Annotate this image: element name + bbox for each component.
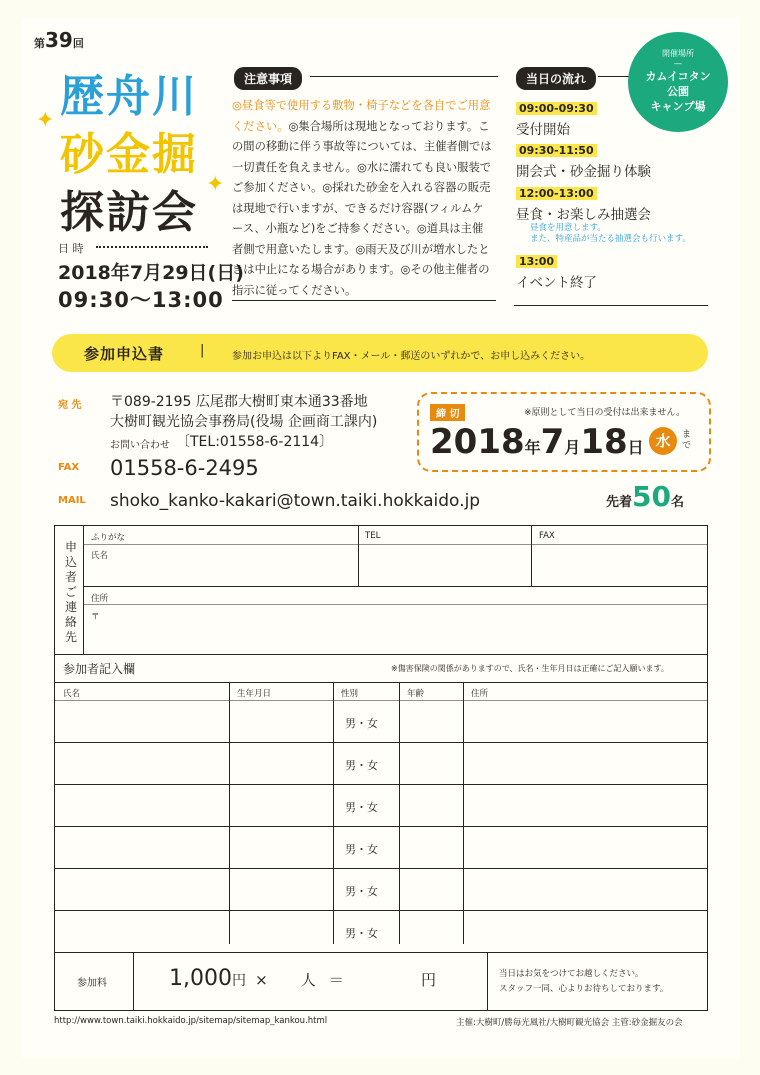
fee-calculation — [169, 966, 436, 991]
name-label: 氏名 — [91, 551, 109, 561]
application-heading: 参加申込書 — [84, 345, 165, 363]
applicant-tel-field[interactable] — [359, 545, 531, 585]
address-line-1: 〒089-2195 広尾郡大樹町東本通33番地 — [110, 394, 368, 410]
schedule-time: 09:00-09:30 — [516, 102, 597, 115]
venue-name: 公園 — [667, 85, 689, 98]
until-char: ま — [682, 430, 692, 440]
applicant-address-field[interactable] — [84, 605, 707, 653]
date-label: 日 時 — [58, 242, 84, 255]
applicant-name-field[interactable] — [84, 545, 358, 585]
capacity — [606, 480, 684, 513]
venue-dash: — — [674, 59, 682, 68]
fee-equals: ＝ — [328, 971, 344, 989]
gender-option[interactable]: 男・女 — [345, 801, 378, 814]
closing-message — [499, 967, 668, 997]
schedule-time: 09:30-11:50 — [516, 144, 597, 157]
applicant-fax-field[interactable] — [532, 545, 707, 585]
address-label: 宛 先 — [58, 400, 82, 411]
deadline-day-unit: 日 — [627, 438, 644, 457]
capacity-prefix: 先着 — [606, 495, 633, 510]
fee-label: 参加料 — [77, 978, 107, 989]
participants-note: ※傷害保険の関係がありますので、氏名・生年月日は正確にご記入願います。 — [391, 664, 669, 673]
date-divider — [96, 246, 208, 248]
deadline-month: 7 — [540, 422, 565, 462]
notes-text — [232, 96, 494, 301]
applicant-label: 申込者ご連絡先 — [64, 540, 77, 644]
notes-body: ◎集合場所は現地となっております。この間の移動に伴う事故等については、主催者側では一切責任を負えません。◎水に濡れても良い服装でご参加ください。◎採れた砂金を入れる容器の販売は現地で行いますが、できるだけ容器(フィルムケース、小瓶など)をご持参ください。◎道具は主催者側で用意いたします。◎雨天及び川が増水したときは中止になる場合があります。◎その他主催者の指示に従ってください。 — [232, 119, 492, 297]
closing-line: スタッフ一同、心よりお待ちしております。 — [499, 984, 669, 994]
venue-badge — [628, 32, 728, 132]
fax-label: FAX — [58, 462, 80, 473]
inquiry-label: お問い合わせ — [110, 440, 170, 451]
participants-label: 参加者記入欄 — [63, 662, 136, 676]
capacity-suffix: 名 — [670, 495, 684, 510]
deadline-date — [430, 422, 644, 462]
sparkle-icon: ✦ — [206, 172, 225, 197]
edition-badge: 第39回 — [34, 28, 84, 52]
banner-separator: | — [200, 343, 205, 358]
deadline-note: ※原則として当日の受付は出来ません。 — [524, 408, 686, 418]
gender-option[interactable]: 男・女 — [345, 759, 378, 772]
fee-amount: 1,000 — [169, 966, 232, 991]
schedule-item — [516, 139, 716, 180]
deadline-day: 18 — [580, 422, 628, 462]
tel-label: TEL — [365, 531, 381, 541]
fax-label-form: FAX — [539, 531, 555, 541]
postal-mark: 〒 — [91, 612, 100, 622]
notes-bottom-rule — [232, 300, 496, 301]
schedule-item — [516, 250, 716, 291]
col-gender: 性別 — [341, 689, 359, 699]
application-instruction: 参加お申込は以下よりFAX・メール・郵送のいずれかで、お申し込みください。 — [232, 351, 591, 362]
col-address: 住所 — [471, 689, 489, 699]
address-line-2: 大樹町観光協会事務局(役場 企画商工課内) — [110, 414, 378, 430]
fee-total-yen: 円 — [420, 971, 436, 989]
title-line-1: 歴舟川 — [60, 71, 198, 122]
fee-times: × — [255, 971, 268, 989]
col-birth: 生年月日 — [237, 689, 272, 699]
schedule-desc: イベント終了 — [516, 275, 597, 291]
notes-heading: 注意事項 — [234, 67, 302, 90]
deadline-year: 2018 — [430, 422, 525, 462]
schedule-item — [516, 182, 716, 245]
schedule-time: 12:00-13:00 — [516, 187, 597, 200]
deadline-month-unit: 月 — [564, 438, 581, 457]
mail-label: MAIL — [58, 495, 86, 506]
fee-people: 人 — [300, 971, 316, 989]
deadline-until — [682, 430, 691, 452]
schedule-rule — [598, 76, 632, 77]
closing-line: 当日はお気をつけてお越しください。 — [499, 969, 644, 979]
title-line-2: 砂金掘 — [60, 129, 198, 180]
notes-rule — [310, 76, 498, 77]
venue-name: キャンプ場 — [650, 100, 706, 113]
schedule-desc: 昼食・お楽しみ抽選会 — [516, 207, 651, 223]
address-label-form: 住所 — [91, 594, 109, 604]
gender-option[interactable]: 男・女 — [345, 927, 378, 940]
schedule-bottom-rule — [514, 305, 708, 306]
schedule-time: 13:00 — [516, 255, 557, 268]
deadline-label: 締 切 — [430, 404, 465, 421]
fax-number: 01558-6-2495 — [110, 456, 259, 480]
application-form — [54, 525, 708, 1011]
title-line-3: 探訪会 — [60, 187, 198, 238]
notes-highlight: ◎昼食等で使用する敷物・椅子などを各自でご用意ください。 — [232, 99, 491, 133]
venue-label: 開催場所 — [662, 49, 694, 58]
schedule-desc: 開会式・砂金掘り体験 — [516, 164, 651, 180]
footer-url[interactable]: http://www.town.taiki.hokkaido.jp/sitemap/sitemap_kankou.html — [54, 1016, 328, 1026]
schedule-heading: 当日の流れ — [516, 67, 596, 90]
sparkle-icon: ✦ — [36, 108, 55, 133]
gender-option[interactable]: 男・女 — [345, 717, 378, 730]
footer-organizer: 主催:大樹町/勝毎光風社/大樹町観光協会 主管:砂金掘友の会 — [456, 1018, 683, 1028]
event-time: 09:30〜13:00 — [58, 288, 224, 312]
col-age: 年齢 — [407, 689, 425, 699]
event-date: 2018年7月29日(日) — [58, 262, 244, 284]
deadline-weekday: 水 — [649, 427, 677, 455]
venue-name: カムイコタン — [645, 70, 711, 83]
capacity-number: 50 — [632, 480, 671, 513]
schedule-note: 昼食を用意します。 また、特産品が当たる抽選会も行います。 — [530, 223, 691, 244]
until-char: で — [682, 441, 692, 451]
gender-option[interactable]: 男・女 — [345, 843, 378, 856]
email-link[interactable]: shoko_kanko-kakari@town.taiki.hokkaido.jp — [110, 491, 481, 511]
tel-number: 〔TEL:01558-6-2114〕 — [176, 434, 334, 450]
schedule-desc: 受付開始 — [516, 122, 570, 138]
deadline-year-unit: 年 — [524, 438, 541, 457]
fee-yen: 円 — [231, 973, 246, 989]
col-name: 氏名 — [63, 689, 81, 699]
furigana-label: ふりがな — [91, 533, 126, 543]
gender-option[interactable]: 男・女 — [345, 885, 378, 898]
